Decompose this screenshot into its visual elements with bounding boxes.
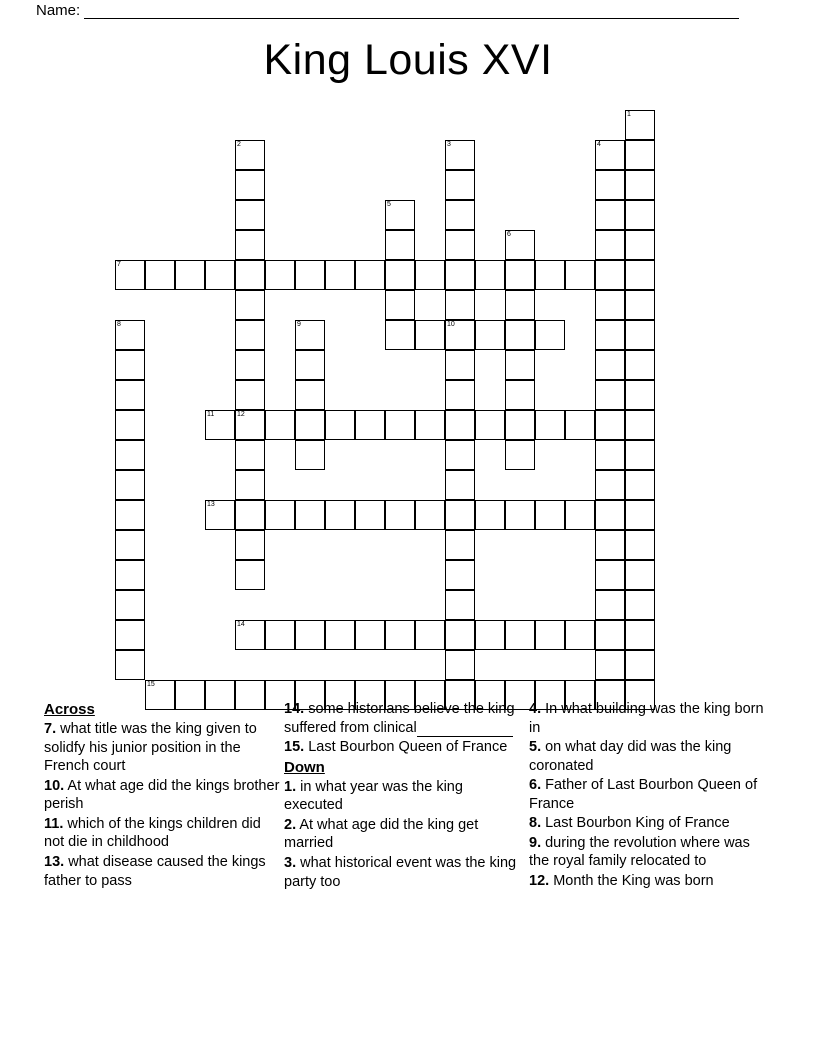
grid-cell-number: 3	[447, 141, 451, 148]
grid-cell[interactable]	[445, 320, 475, 350]
grid-cell[interactable]	[325, 500, 355, 530]
grid-cell[interactable]	[625, 440, 655, 470]
clue-text: Month the King was born	[549, 872, 714, 889]
clue-text: Father of Last Bourbon Queen of France	[529, 777, 758, 812]
grid-cell[interactable]	[295, 620, 325, 650]
grid-cell-number: 2	[237, 141, 241, 148]
grid-cell[interactable]	[385, 290, 415, 320]
grid-cell[interactable]	[445, 350, 475, 380]
grid-cell[interactable]	[115, 470, 145, 500]
grid-cell[interactable]	[415, 320, 445, 350]
grid-cell[interactable]	[445, 230, 475, 260]
grid-cell[interactable]	[595, 410, 625, 440]
grid-cell[interactable]	[235, 140, 265, 170]
name-label: Name:	[36, 2, 81, 19]
grid-cell[interactable]	[235, 380, 265, 410]
clue-answer-blank[interactable]	[417, 724, 513, 737]
grid-cell[interactable]	[475, 260, 505, 290]
grid-cell[interactable]	[595, 230, 625, 260]
clue-text: At what age did the king get married	[284, 816, 479, 852]
grid-cell[interactable]	[295, 320, 325, 350]
grid-cell[interactable]	[355, 620, 385, 650]
grid-cell[interactable]	[445, 500, 475, 530]
grid-cell[interactable]	[145, 260, 175, 290]
grid-cell[interactable]	[295, 260, 325, 290]
grid-cell[interactable]	[595, 140, 625, 170]
clue-item	[284, 738, 525, 757]
grid-cell[interactable]	[475, 410, 505, 440]
clue-column-2	[284, 700, 529, 892]
grid-cell[interactable]	[115, 650, 145, 680]
grid-cell-number: 12	[237, 411, 245, 418]
grid-cell[interactable]	[595, 200, 625, 230]
clue-item	[44, 777, 280, 814]
grid-cell-number: 15	[147, 681, 155, 688]
clue-text: in what year was the king executed	[284, 778, 463, 814]
clue-number: 8.	[529, 815, 542, 832]
grid-cell[interactable]	[595, 530, 625, 560]
across-clues-part2	[284, 700, 525, 757]
clue-item	[44, 815, 280, 852]
grid-cell[interactable]	[385, 230, 415, 260]
grid-cell[interactable]	[385, 620, 415, 650]
clue-item	[529, 834, 770, 871]
grid-cell[interactable]	[265, 410, 295, 440]
grid-cell-number: 11	[207, 411, 215, 418]
clue-text: on what day did was the king coronated	[529, 739, 732, 774]
grid-cell[interactable]	[385, 200, 415, 230]
grid-cell[interactable]	[235, 200, 265, 230]
grid-cell[interactable]	[235, 500, 265, 530]
grid-cell[interactable]	[265, 620, 295, 650]
clue-number: 14.	[284, 701, 305, 717]
clue-number: 2.	[284, 816, 297, 833]
grid-cell[interactable]	[115, 560, 145, 590]
grid-cell[interactable]	[595, 590, 625, 620]
grid-cell[interactable]	[625, 650, 655, 680]
grid-cell[interactable]	[115, 410, 145, 440]
grid-cell[interactable]	[565, 620, 595, 650]
clue-item	[284, 854, 525, 891]
grid-cell[interactable]	[295, 350, 325, 380]
grid-cell[interactable]	[235, 410, 265, 440]
grid-cell[interactable]	[445, 650, 475, 680]
grid-cell[interactable]	[625, 320, 655, 350]
grid-cell[interactable]	[235, 620, 265, 650]
clue-number: 7.	[44, 721, 57, 738]
grid-cell-number: 7	[117, 261, 121, 268]
clue-number: 12.	[529, 872, 550, 889]
grid-cell[interactable]	[535, 410, 565, 440]
grid-cell[interactable]	[565, 260, 595, 290]
down-clues-part1	[284, 778, 525, 891]
clue-number: 6.	[529, 777, 542, 794]
grid-cell[interactable]	[505, 440, 535, 470]
grid-cell[interactable]	[445, 410, 475, 440]
grid-cell[interactable]	[445, 620, 475, 650]
grid-cell[interactable]	[235, 260, 265, 290]
grid-cell[interactable]	[265, 500, 295, 530]
grid-cell-number: 6	[507, 231, 511, 238]
grid-cell[interactable]	[265, 260, 295, 290]
grid-cell[interactable]	[355, 500, 385, 530]
grid-cell[interactable]	[625, 380, 655, 410]
grid-cell[interactable]	[535, 260, 565, 290]
grid-cell[interactable]	[625, 230, 655, 260]
clue-number: 11.	[44, 815, 64, 832]
clue-text: what historical event was the king party too	[284, 855, 517, 890]
grid-cell[interactable]	[475, 620, 505, 650]
grid-cell[interactable]	[475, 500, 505, 530]
grid-cell-number: 8	[117, 321, 121, 328]
clue-number: 5.	[529, 739, 542, 756]
grid-cell[interactable]	[595, 260, 625, 290]
grid-cell[interactable]	[625, 290, 655, 320]
grid-cell[interactable]	[625, 260, 655, 290]
grid-cell[interactable]	[115, 260, 145, 290]
grid-cell[interactable]	[445, 530, 475, 560]
grid-cell[interactable]	[535, 500, 565, 530]
grid-cell[interactable]	[595, 350, 625, 380]
clue-text: Last Bourbon Queen of France	[304, 739, 508, 756]
grid-cell[interactable]	[445, 590, 475, 620]
grid-cell[interactable]	[295, 380, 325, 410]
grid-cell[interactable]	[325, 260, 355, 290]
grid-cell[interactable]	[595, 470, 625, 500]
grid-cell[interactable]	[115, 350, 145, 380]
grid-cell[interactable]	[595, 320, 625, 350]
grid-cell[interactable]	[625, 200, 655, 230]
clue-text: At what age did the kings brother perish	[44, 777, 280, 813]
grid-cell-number: 5	[387, 201, 391, 208]
grid-cell[interactable]	[415, 500, 445, 530]
down-clues-part2	[529, 700, 770, 890]
grid-cell[interactable]	[235, 350, 265, 380]
grid-cell[interactable]	[505, 410, 535, 440]
grid-cell[interactable]	[355, 260, 385, 290]
clue-number: 1.	[284, 778, 297, 795]
grid-cell[interactable]	[295, 440, 325, 470]
grid-cell[interactable]	[295, 500, 325, 530]
grid-cell[interactable]	[235, 440, 265, 470]
grid-cell[interactable]	[535, 320, 565, 350]
grid-cell[interactable]	[235, 230, 265, 260]
clue-item	[529, 872, 770, 891]
grid-cell[interactable]	[625, 590, 655, 620]
clue-number: 3.	[284, 855, 297, 872]
grid-cell-number: 9	[297, 321, 301, 328]
grid-cell[interactable]	[625, 110, 655, 140]
grid-cell[interactable]	[415, 410, 445, 440]
grid-cell-number: 14	[237, 621, 245, 628]
grid-cell[interactable]	[115, 320, 145, 350]
grid-cell[interactable]	[595, 500, 625, 530]
grid-cell-number: 1	[627, 111, 631, 118]
grid-cell[interactable]	[505, 380, 535, 410]
grid-cell[interactable]	[445, 470, 475, 500]
grid-cell-number: 4	[597, 141, 601, 148]
clue-number: 15.	[284, 739, 305, 756]
grid-cell[interactable]	[175, 260, 205, 290]
grid-cell[interactable]	[445, 260, 475, 290]
clue-item	[44, 720, 280, 776]
grid-cell[interactable]	[445, 380, 475, 410]
grid-cell[interactable]	[115, 530, 145, 560]
clue-item	[284, 700, 525, 737]
clue-item	[529, 700, 770, 737]
grid-cell[interactable]	[625, 530, 655, 560]
grid-cell[interactable]	[505, 260, 535, 290]
grid-cell[interactable]	[595, 170, 625, 200]
grid-cell[interactable]	[385, 500, 415, 530]
grid-cell[interactable]	[445, 290, 475, 320]
grid-cell[interactable]	[235, 320, 265, 350]
clue-text: In what building was the king born in	[529, 701, 764, 736]
grid-cell[interactable]	[625, 140, 655, 170]
clue-column-1	[44, 700, 284, 892]
grid-cell[interactable]	[625, 470, 655, 500]
grid-cell[interactable]	[355, 410, 385, 440]
grid-cell[interactable]	[625, 620, 655, 650]
grid-cell[interactable]	[385, 260, 415, 290]
grid-cell[interactable]	[475, 320, 505, 350]
clue-item	[44, 853, 280, 890]
grid-cell[interactable]	[325, 410, 355, 440]
grid-cell[interactable]	[445, 140, 475, 170]
grid-cell[interactable]	[625, 560, 655, 590]
grid-cell[interactable]	[625, 350, 655, 380]
grid-cell[interactable]	[595, 380, 625, 410]
grid-cell[interactable]	[235, 290, 265, 320]
clue-text: which of the kings children did not die in childhood	[44, 815, 261, 851]
grid-cell[interactable]	[115, 620, 145, 650]
grid-cell[interactable]	[595, 290, 625, 320]
grid-cell[interactable]	[625, 410, 655, 440]
grid-cell-number: 13	[207, 501, 215, 508]
grid-cell[interactable]	[535, 620, 565, 650]
grid-cell[interactable]	[445, 560, 475, 590]
grid-cell[interactable]	[415, 260, 445, 290]
grid-cell[interactable]	[205, 500, 235, 530]
grid-cell[interactable]	[205, 410, 235, 440]
grid-cell[interactable]	[235, 530, 265, 560]
grid-cell[interactable]	[505, 230, 535, 260]
grid-cell[interactable]	[295, 410, 325, 440]
clue-text: during the revolution where was the royal family relocated to	[529, 834, 750, 870]
clue-number: 9.	[529, 834, 542, 851]
grid-cell[interactable]	[385, 410, 415, 440]
clue-number: 4.	[529, 701, 542, 717]
grid-cell[interactable]	[625, 500, 655, 530]
grid-cell[interactable]	[595, 440, 625, 470]
grid-cell[interactable]	[325, 620, 355, 650]
grid-cell[interactable]	[595, 650, 625, 680]
grid-cell[interactable]	[445, 200, 475, 230]
grid-cell-number: 10	[447, 321, 455, 328]
grid-cell[interactable]	[595, 560, 625, 590]
grid-cell[interactable]	[235, 470, 265, 500]
clue-number: 13.	[44, 854, 65, 871]
clue-item	[529, 738, 770, 775]
grid-cell[interactable]	[115, 590, 145, 620]
clue-text: what disease caused the kings father to pass	[44, 854, 266, 889]
clue-item	[529, 776, 770, 813]
grid-cell[interactable]	[505, 290, 535, 320]
grid-cell[interactable]	[235, 170, 265, 200]
grid-cell[interactable]	[115, 380, 145, 410]
across-heading: Across	[44, 701, 95, 718]
clue-item	[529, 814, 770, 833]
grid-cell[interactable]	[415, 620, 445, 650]
grid-cell[interactable]	[235, 560, 265, 590]
clues-section	[44, 700, 774, 892]
grid-cell[interactable]	[445, 170, 475, 200]
grid-cell[interactable]	[505, 500, 535, 530]
grid-cell[interactable]	[595, 620, 625, 650]
grid-cell[interactable]	[565, 410, 595, 440]
clue-item	[284, 778, 525, 815]
grid-cell[interactable]	[565, 500, 595, 530]
clue-column-3	[529, 700, 774, 892]
grid-cell[interactable]	[625, 170, 655, 200]
clue-text: some historians believe the king suffered from clinical	[284, 701, 515, 736]
clue-number: 10.	[44, 777, 65, 794]
down-heading: Down	[284, 758, 325, 776]
across-clues-part1	[44, 720, 280, 890]
grid-cell[interactable]	[505, 350, 535, 380]
clue-text: Last Bourbon King of France	[541, 815, 730, 832]
grid-cell[interactable]	[505, 620, 535, 650]
grid-cell[interactable]	[445, 440, 475, 470]
page-title: King Louis XVI	[263, 36, 553, 84]
clue-item	[284, 816, 525, 853]
grid-cell[interactable]	[115, 500, 145, 530]
grid-cell[interactable]	[385, 320, 415, 350]
grid-cell[interactable]	[115, 440, 145, 470]
clue-text: what title was the king given to solidfy his junior position in the French court	[44, 721, 257, 775]
grid-cell[interactable]	[205, 260, 235, 290]
grid-cell[interactable]	[505, 320, 535, 350]
